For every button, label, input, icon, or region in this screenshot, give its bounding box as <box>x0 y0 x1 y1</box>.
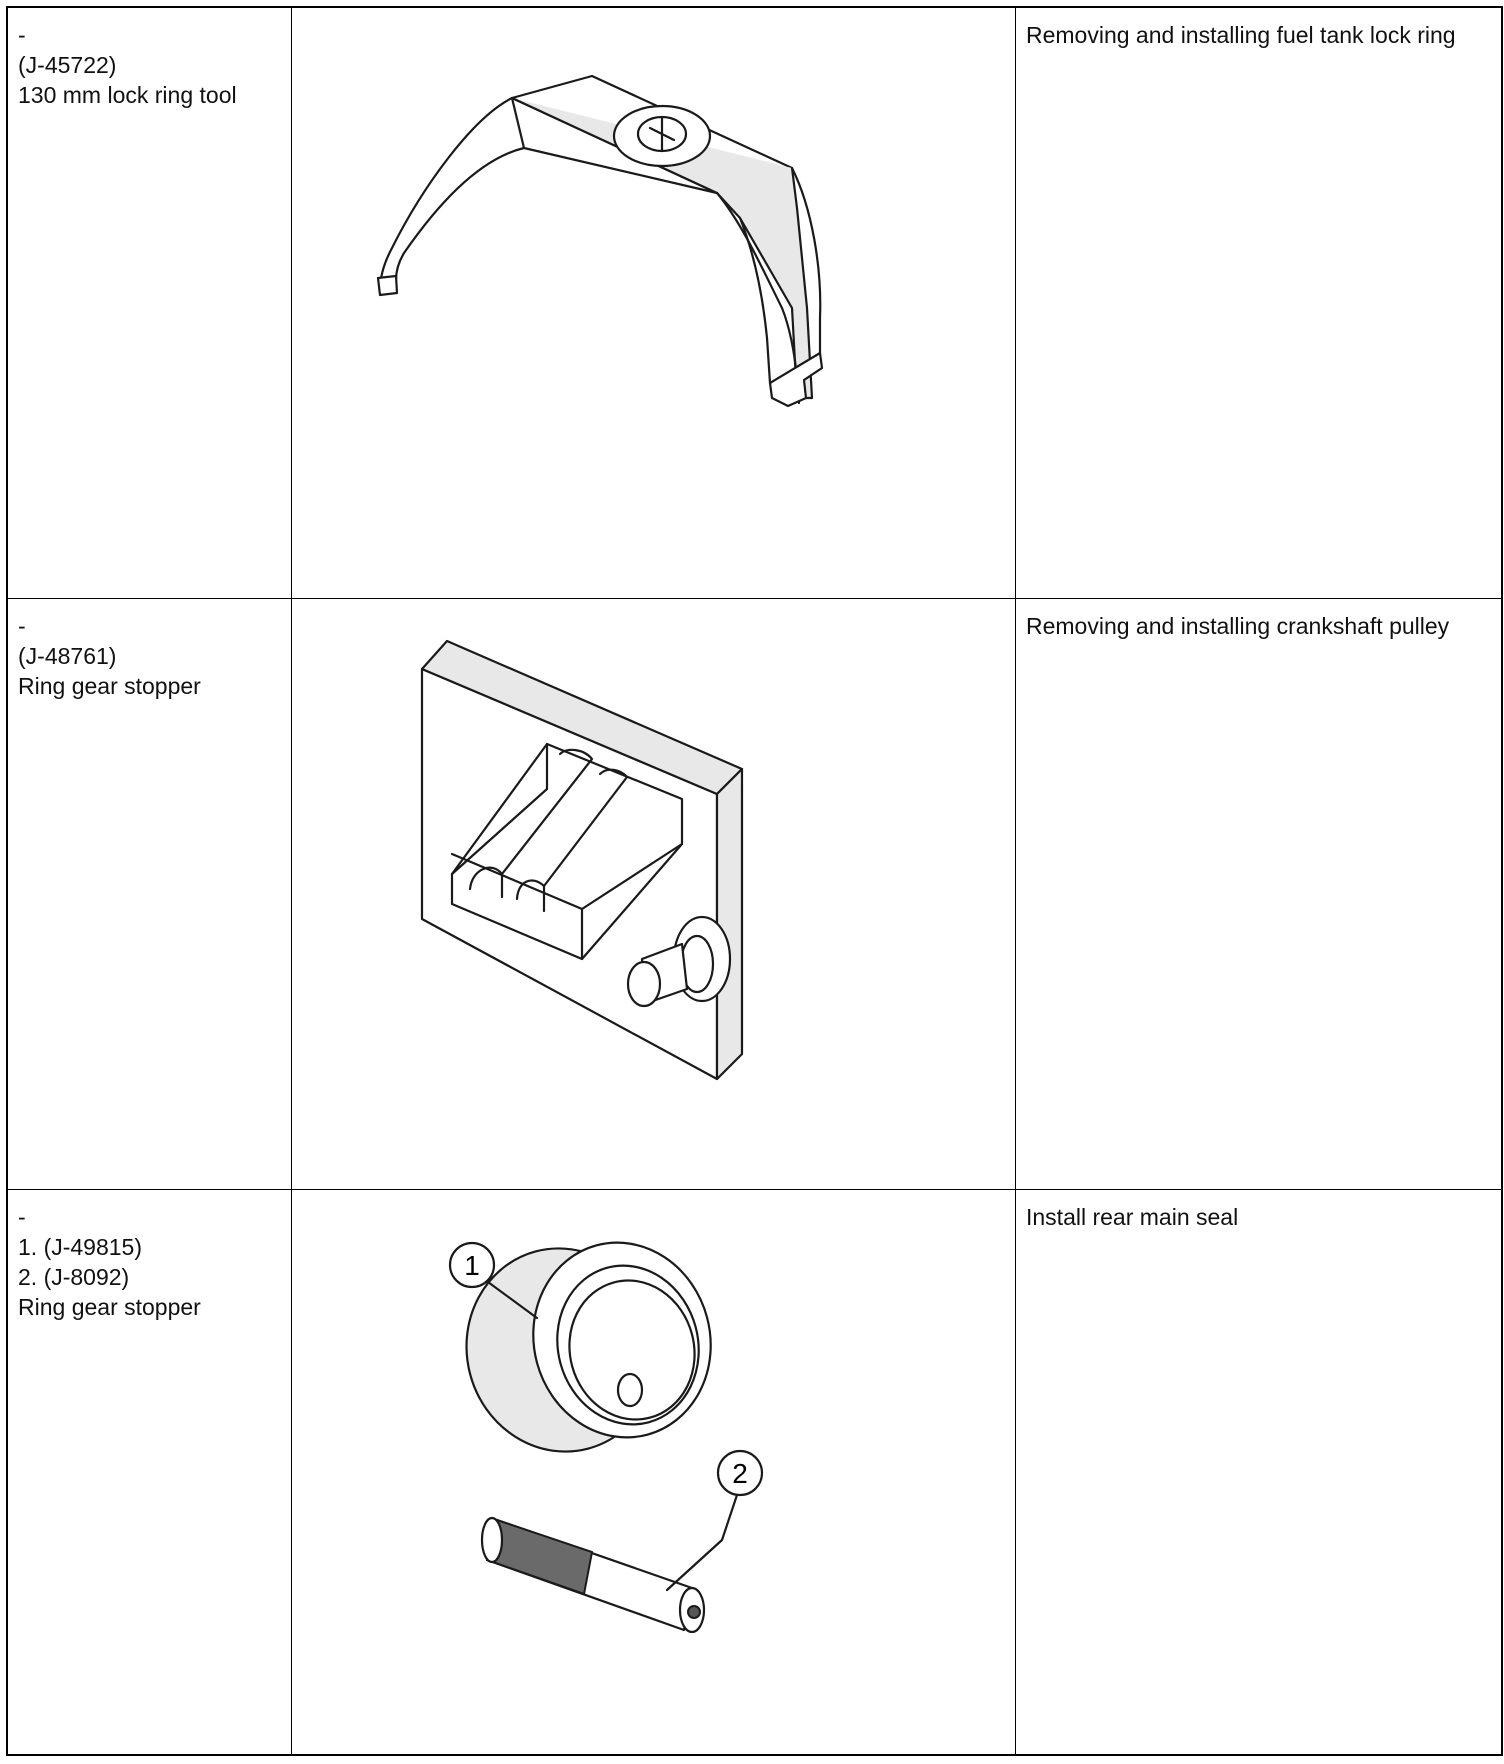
tool-name: Ring gear stopper <box>18 1293 201 1320</box>
tool-number-2: 2. (J-8092) <box>18 1263 130 1290</box>
table-row <box>7 1189 1502 1755</box>
tool-usage-text: Removing and installing fuel tank lock ring <box>1026 22 1456 48</box>
table-row <box>7 598 1502 1189</box>
tool-number: (J-45722) <box>18 52 117 78</box>
tool-label-cell <box>7 1189 292 1755</box>
tool-usage-cell <box>1016 7 1503 598</box>
rear-main-seal-installer-illustration <box>292 1190 1015 1756</box>
special-tools-table <box>6 6 1503 1756</box>
tool-name: Ring gear stopper <box>18 672 201 699</box>
tool-usage-text: Removing and installing crankshaft pulley <box>1026 612 1450 639</box>
tool-illustration-cell <box>292 1189 1016 1755</box>
tool-illustration-cell <box>292 598 1016 1189</box>
tool-usage-text: Install rear main seal <box>1026 1203 1239 1230</box>
lock-ring-tool-illustration <box>292 8 1015 599</box>
tool-dash: - <box>18 1203 26 1230</box>
tool-usage-cell <box>1016 1189 1503 1755</box>
callout-1-text: 1 <box>464 1249 480 1281</box>
tool-label-cell <box>7 7 292 598</box>
tool-label-cell <box>7 598 292 1189</box>
ring-gear-stopper-illustration <box>292 599 1015 1190</box>
tool-name: 130 mm lock ring tool <box>18 82 237 108</box>
tool-number-1: 1. (J-49815) <box>18 1233 143 1260</box>
tool-dash: - <box>18 612 26 639</box>
tool-illustration-cell <box>292 7 1016 598</box>
callout-2-text: 2 <box>732 1457 748 1489</box>
table-row <box>7 7 1502 598</box>
tool-dash: - <box>18 22 26 48</box>
tool-number: (J-48761) <box>18 642 117 669</box>
tool-usage-cell <box>1016 598 1503 1189</box>
